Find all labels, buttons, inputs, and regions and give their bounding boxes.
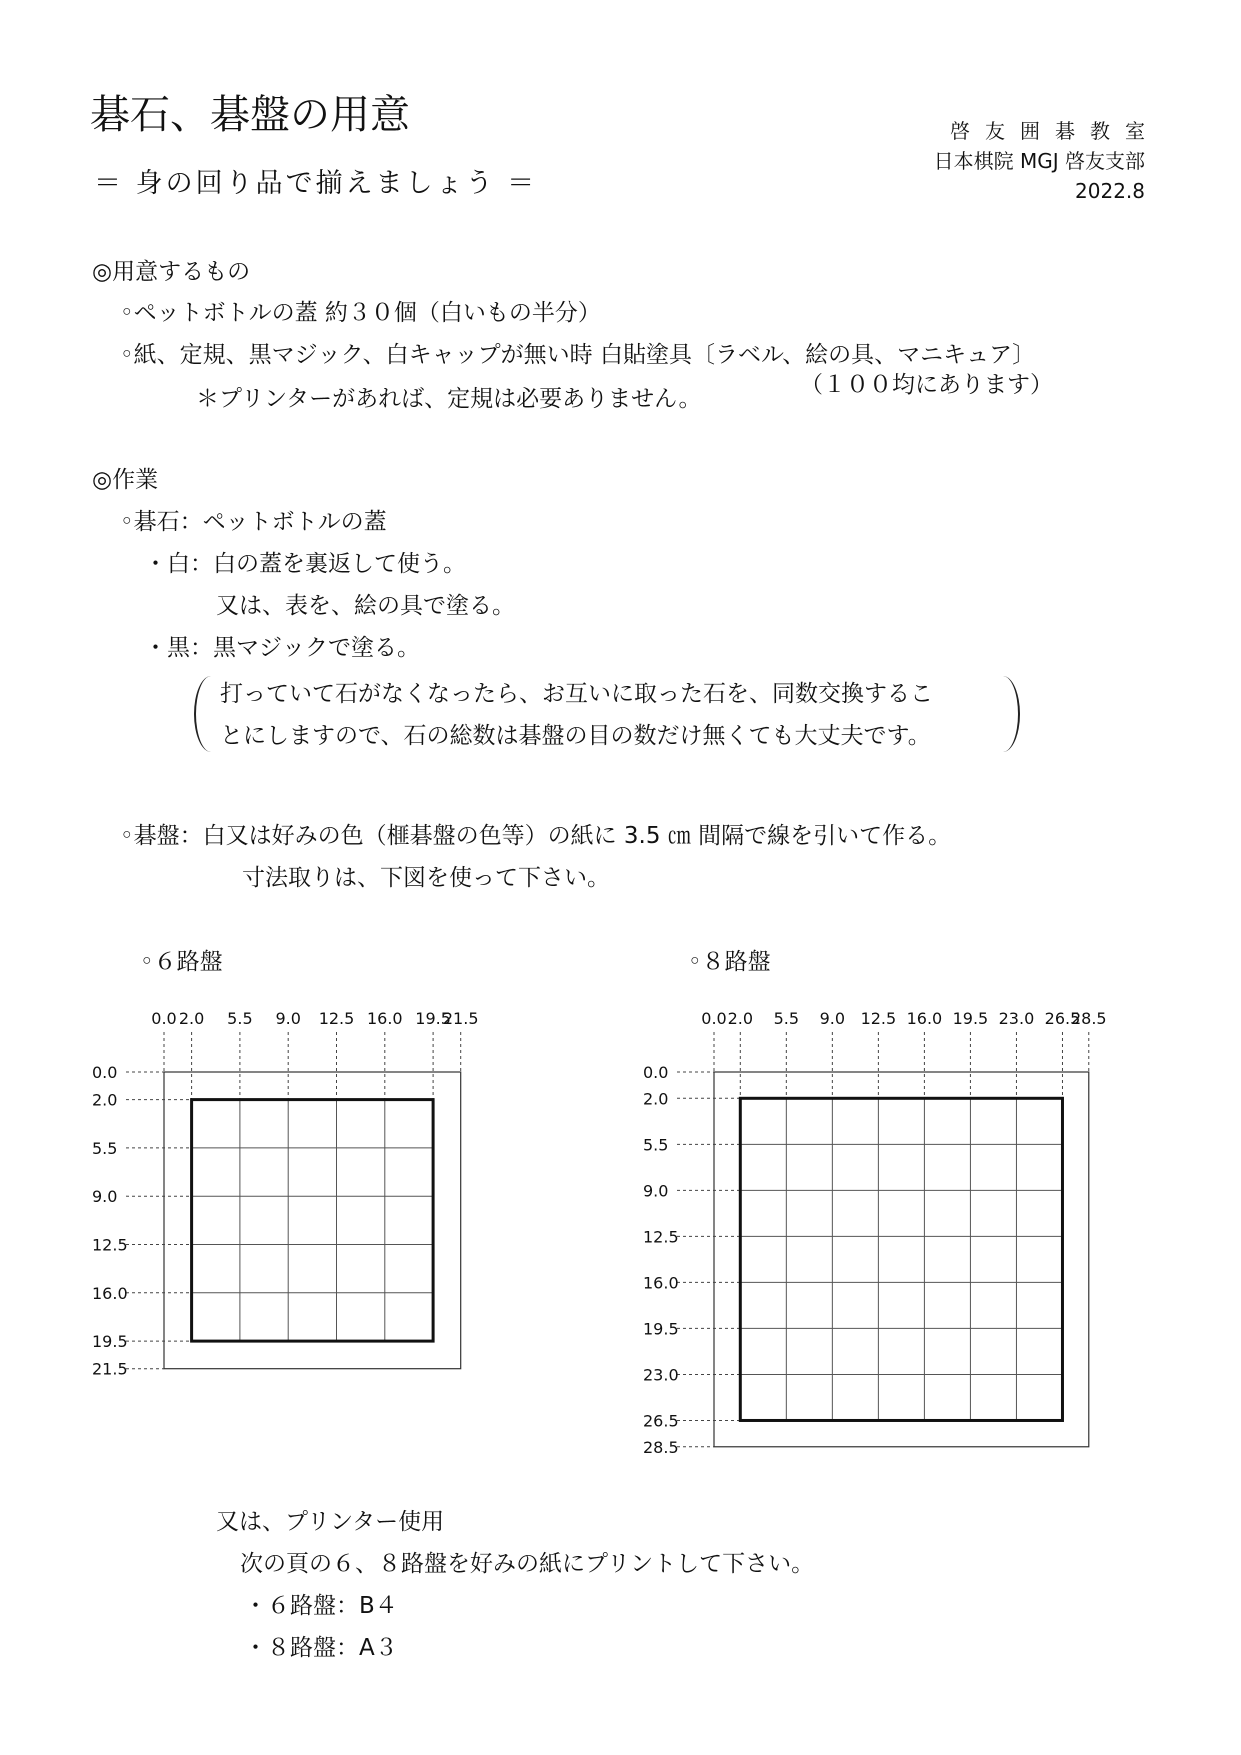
board6-top-tick-0: 0.0 [151, 1009, 177, 1028]
board6-label: ◦６路盤 [140, 949, 223, 975]
board8-top-tick-1: 2.0 [727, 1009, 754, 1028]
printer-line3: ・６路盤：B４ [244, 1593, 398, 1619]
page-title: 碁石、碁盤の用意 [90, 92, 410, 138]
board8-board-border [740, 1098, 1062, 1420]
printer-line1: 又は、プリンター使用 [216, 1509, 445, 1535]
prepare-heading: ◎用意するもの [92, 259, 251, 285]
board8-left-tick-5: 16.0 [643, 1273, 679, 1293]
org-branch: 日本棋院 MGJ 啓友支部 [933, 149, 1145, 173]
board8-top-tick-7: 23.0 [998, 1009, 1035, 1028]
board6-top-tick-3: 9.0 [275, 1009, 301, 1028]
prepare-item-note: （１００均にあります） [800, 372, 1053, 398]
board8-top-tick-5: 16.0 [906, 1009, 943, 1028]
board6-board-border [192, 1100, 434, 1342]
doc-date: 2022.8 [1075, 179, 1145, 203]
board-instruction-line1: ◦碁盤：白又は好みの色（榧碁盤の色等）の紙に 3.5 ㎝ 間隔で線を引いて作る。 [120, 823, 952, 849]
board6-left-tick-3: 9.0 [92, 1187, 118, 1207]
board6-left-tick-7: 21.5 [92, 1359, 128, 1379]
board8-paper-edge [714, 1072, 1089, 1447]
note-line1: 打っていて石がなくなったら、お互いに取った石を、同数交換するこ [220, 681, 933, 707]
board6-paper-edge [164, 1072, 461, 1369]
board8-top-tick-2: 5.5 [773, 1009, 800, 1028]
board8-left-tick-2: 5.5 [643, 1135, 669, 1155]
board6-left-tick-1: 2.0 [92, 1090, 118, 1110]
board8-left-tick-7: 23.0 [643, 1365, 679, 1385]
black-stone-line: ・黒：黒マジックで塗る。 [144, 635, 420, 661]
board6-top-tick-4: 12.5 [318, 1009, 355, 1028]
board8-left-tick-1: 2.0 [643, 1089, 669, 1109]
board8-left-tick-0: 0.0 [643, 1063, 669, 1082]
printer-ruler-note: ＊プリンターがあれば、定規は必要ありません。 [196, 386, 702, 412]
board6-top-tick-1: 2.0 [178, 1009, 205, 1028]
board8-left-tick-9: 28.5 [643, 1437, 679, 1457]
stones-heading: ◦碁石：ペットボトルの蓋 [120, 509, 387, 535]
board8-left-tick-6: 19.5 [643, 1319, 679, 1339]
org-name: 啓友囲碁教室 [950, 119, 1160, 143]
board6-left-tick-4: 12.5 [92, 1235, 128, 1255]
board8-top-tick-4: 12.5 [860, 1009, 897, 1028]
board8-top-tick-0: 0.0 [701, 1009, 727, 1028]
board6-left-tick-5: 16.0 [92, 1283, 128, 1303]
board6-top-tick-6: 19.5 [415, 1009, 451, 1028]
board6-top-tick-2: 5.5 [227, 1009, 253, 1028]
page-subtitle: ＝ 身の回り品で揃えましょう ＝ [94, 168, 538, 199]
board8-left-tick-3: 9.0 [643, 1181, 669, 1201]
board8-left-tick-8: 26.5 [643, 1411, 679, 1431]
board8-top-tick-9: 28.5 [1070, 1009, 1107, 1028]
prepare-item-materials: ◦紙、定規、黒マジック、白キャップが無い時 白貼塗具〔ラベル、絵の具、マニキュア〕 [120, 342, 1036, 368]
white-stone-line2: 又は、表を、絵の具で塗る。 [216, 593, 515, 619]
board6-top-tick-5: 16.0 [366, 1009, 403, 1028]
note-line2: とにしますので、石の総数は碁盤の目の数だけ無くても大丈夫です。 [220, 723, 931, 749]
board6-left-tick-0: 0.0 [92, 1063, 118, 1082]
work-heading: ◎作業 [92, 467, 159, 493]
printer-line4: ・８路盤：A３ [244, 1635, 398, 1661]
white-stone-line1: ・白：白の蓋を裏返して使う。 [144, 551, 466, 577]
prepare-item-caps: ◦ペットボトルの蓋 約３０個（白いもの半分） [120, 300, 601, 326]
board6-top-tick-7: 21.5 [442, 1009, 479, 1028]
board8-top-tick-8: 26.5 [1044, 1009, 1081, 1028]
printer-line2: 次の頁の６、８路盤を好みの紙にプリントして下さい。 [240, 1551, 815, 1577]
board8-left-tick-4: 12.5 [643, 1227, 679, 1247]
board6-left-tick-2: 5.5 [92, 1138, 118, 1158]
board8-top-tick-3: 9.0 [819, 1009, 846, 1028]
board6-left-tick-6: 19.5 [92, 1332, 128, 1352]
board-instruction-line2: 寸法取りは、下図を使って下さい。 [242, 865, 610, 891]
board8-label: ◦８路盤 [688, 949, 771, 975]
board8-top-tick-6: 19.5 [952, 1009, 989, 1028]
